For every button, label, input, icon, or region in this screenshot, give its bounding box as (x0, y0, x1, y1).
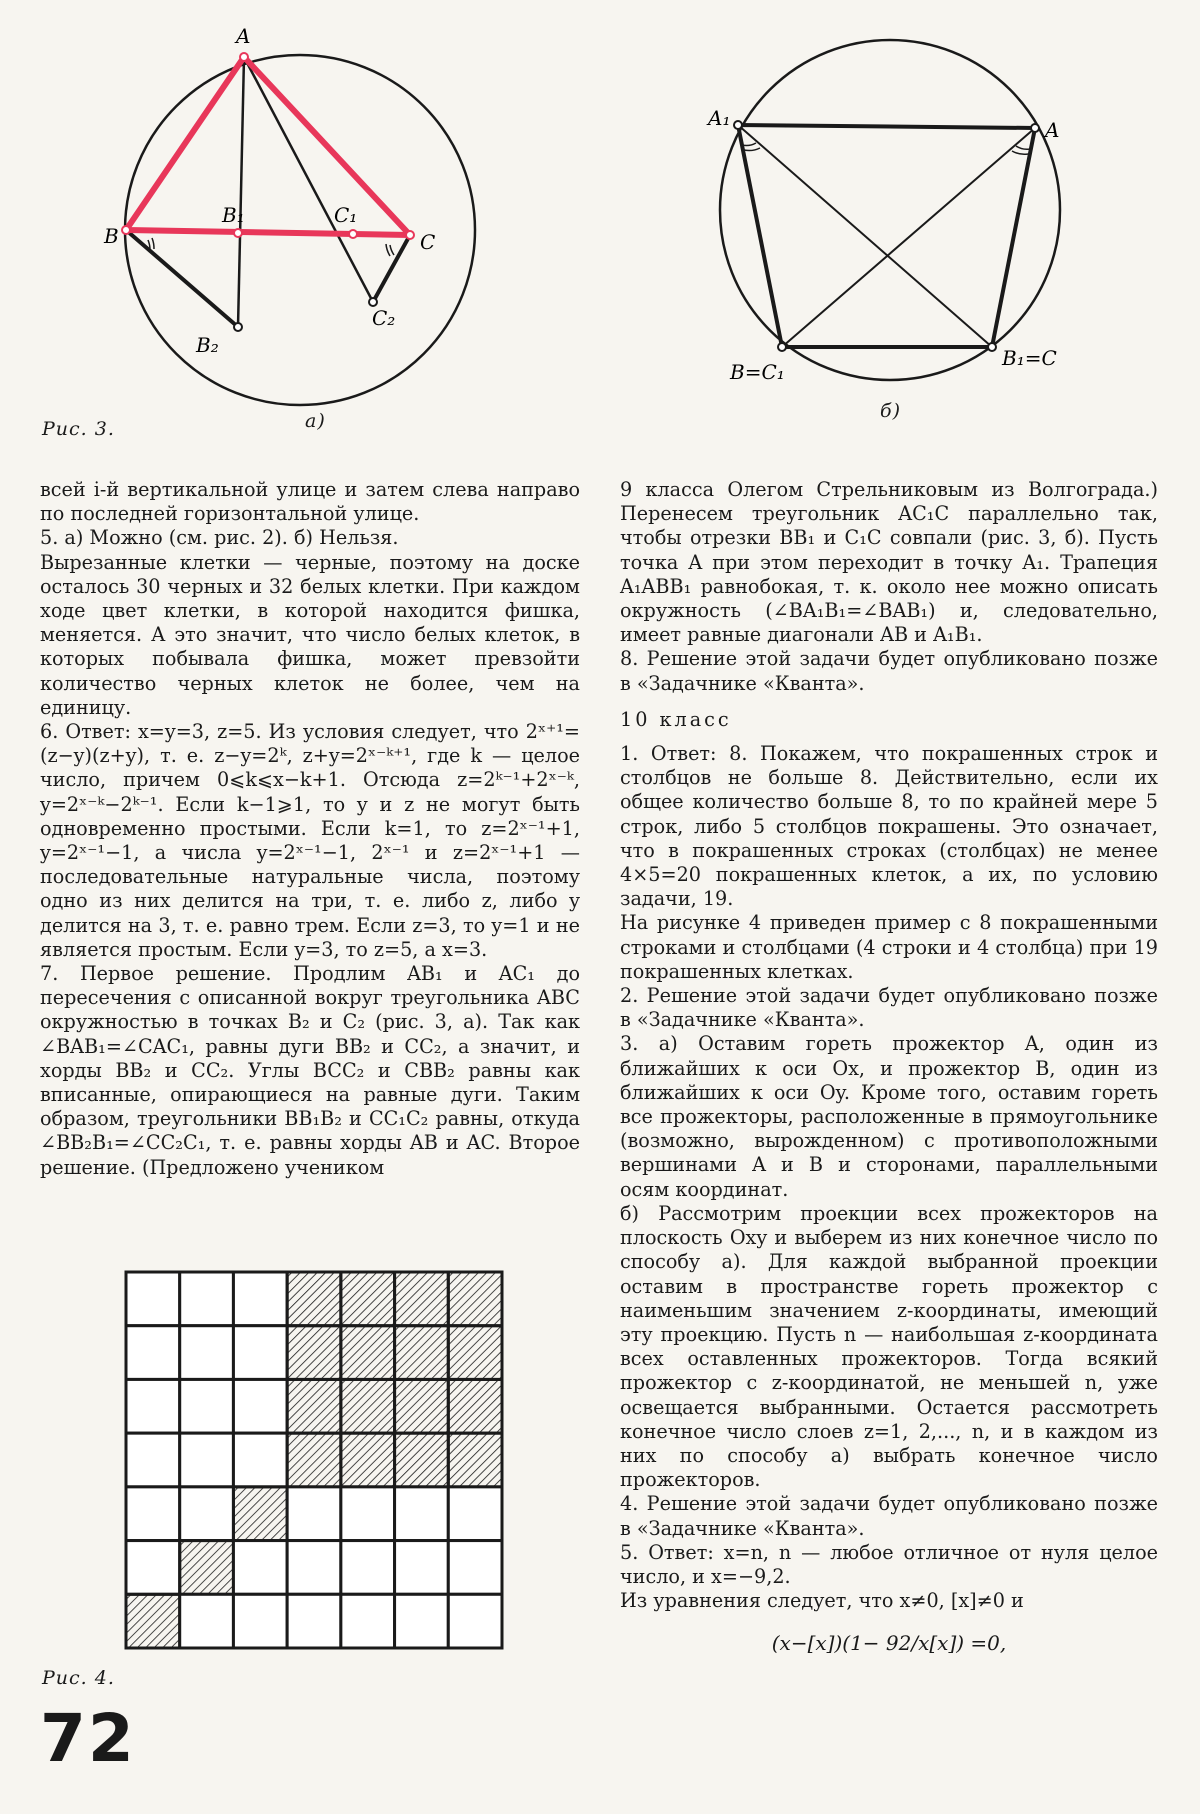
left-para-3: Вырезанные клетки — черные, поэтому на доске осталось 30 черных и 32 белых клетки. При каждом ходе цвет клетки, в которой находится фишка, меняется. А это значит, что число белых клеток, в которых побывала фишка, может превзойти количество черных клеток не более, чем на единицу. (40, 550, 580, 719)
grid-cell-shaded (287, 1379, 341, 1433)
grid-cell (180, 1594, 234, 1648)
label-A1: A₁ (708, 106, 731, 130)
label-C1: C₁ (334, 203, 358, 227)
grid-cell-shaded (341, 1379, 395, 1433)
label-C: C (420, 230, 436, 254)
figure-3a (104, 24, 480, 415)
right-para-6: 3. а) Оставим гореть прожектор A, один из ближайших к оси Ox, и прожектор B, один из ближайших к оси Oy. Кроме того, оставим гореть все прожекторы, расположенные в прямоугольнике (возможно, вырожденном) с противоположными вершинами A и B и сторонами, параллельными осям координат. (620, 1032, 1158, 1201)
grid-cell-shaded (448, 1379, 502, 1433)
grid-cell-shaded (233, 1487, 287, 1541)
grid-cell (180, 1272, 234, 1326)
grid-cell (287, 1487, 341, 1541)
figure-4-grid (124, 1270, 504, 1650)
equation: (x−[x])(1− 92/x[x]) =0, (771, 1631, 1007, 1656)
grid-cell (395, 1594, 449, 1648)
label-A: A (1045, 118, 1060, 142)
grid-cell-shaded (126, 1594, 180, 1648)
grid-cell (287, 1594, 341, 1648)
grid-cell (126, 1379, 180, 1433)
grid-cell-shaded (180, 1541, 234, 1595)
right-para-8: 4. Решение этой задачи будет опубликовано позже в «Задачнике «Кванта». (620, 1492, 1158, 1540)
right-para-7: б) Рассмотрим проекции всех прожекторов на плоскость Oxy и выберем из них конечное число по способу а). Для каждой выбранной проекции оставим в пространстве гореть прожектор с наименьшим значением z-координаты, имеющий эту проекцию. Пусть n — наибольшая z-координата всех оставленных прожекторов. Тогда всякий прожектор с z-координатой, не меньшей n, уже освещается выбранными. Остается рассмотреть конечное число слоев z=1, 2,..., n, и в каждом из них по способу а) выбрать конечное число прожекторов. (620, 1201, 1158, 1492)
grid-cell (180, 1326, 234, 1380)
grid-cell (180, 1487, 234, 1541)
grid-cell-shaded (395, 1326, 449, 1380)
grid-cell (126, 1487, 180, 1541)
grid-cell (448, 1487, 502, 1541)
right-para-10: Из уравнения следует, что x≠0, [x]≠0 и (620, 1589, 1024, 1613)
left-para-1: всей i-й вертикальной улице и затем слева направо по последней горизонтальной улице. (40, 478, 580, 526)
grid-cell-shaded (395, 1433, 449, 1487)
figure-3b-label: б) (880, 400, 902, 422)
grid-cell (233, 1379, 287, 1433)
left-column (40, 478, 580, 1180)
right-column (620, 478, 1158, 1656)
left-para-2: 5. а) Можно (см. рис. 2). б) Нельзя. (40, 526, 399, 550)
label-A: A (236, 24, 251, 48)
right-para-4: На рисунке 4 приведен пример с 8 покрашенными строками и столбцами (4 строки и 4 столбца) при 19 покрашенных клетках. (620, 911, 1158, 983)
figure-3-caption: Рис. 3. (42, 418, 115, 440)
figure-4-caption: Рис. 4. (42, 1667, 115, 1689)
grid-cell (126, 1433, 180, 1487)
grid-cell (233, 1541, 287, 1595)
right-para-2: 8. Решение этой задачи будет опубликовано позже в «Задачнике «Кванта». (620, 647, 1158, 695)
grid-cell-shaded (287, 1272, 341, 1326)
grid-cell-shaded (395, 1379, 449, 1433)
grid-cell (341, 1594, 395, 1648)
label-B2: B₂ (196, 333, 219, 357)
figure-3b (700, 25, 1100, 385)
grid-cell (233, 1272, 287, 1326)
right-para-5: 2. Решение этой задачи будет опубликовано позже в «Задачнике «Кванта». (620, 984, 1158, 1032)
label-C2: C₂ (372, 306, 396, 330)
grid-cell-shaded (287, 1433, 341, 1487)
label-B-C1: B=C₁ (730, 360, 785, 384)
grid-cell (287, 1541, 341, 1595)
grid-cell (448, 1594, 502, 1648)
grid-cell-shaded (395, 1272, 449, 1326)
label-B: B (104, 224, 119, 248)
grid-cell (233, 1326, 287, 1380)
grid-cell (233, 1433, 287, 1487)
grid-cell-shaded (448, 1433, 502, 1487)
grid-cell (448, 1541, 502, 1595)
right-para-9: 5. Ответ: x=n, n — любое отличное от нуля целое число, и x=−9,2. (620, 1540, 1158, 1588)
grid-cell (233, 1594, 287, 1648)
figure-3a-label: а) (305, 410, 326, 432)
label-B1: B₁ (222, 203, 245, 227)
grid-cell (126, 1326, 180, 1380)
grid-cell-shaded (448, 1272, 502, 1326)
grid-cell (341, 1541, 395, 1595)
left-para-4: 6. Ответ: x=y=3, z=5. Из условия следует, что 2ˣ⁺¹=(z−y)(z+y), т. е. z−y=2ᵏ, z+y=2ˣ⁻ᵏ⁺¹, где k — целое число, причем 0⩽k⩽x−k+1. Отсюда z=2ᵏ⁻¹+2ˣ⁻ᵏ, y=2ˣ⁻ᵏ−2ᵏ⁻¹. Если k−1⩾1, то y и z не могут быть одновременно простыми. Если k=1, то z=2ˣ⁻¹+1, y=2ˣ⁻¹−1, а числа y=2ˣ⁻¹−1, 2ˣ⁻¹ и z=2ˣ⁻¹+1 — последовательные натуральные числа, поэтому одно из них делится на три, т. е. либо z, либо y делится на 3, т. е. равно трем. Если z=3, то y=1 и не является простым. Если y=3, то z=5, а x=3. (40, 720, 580, 961)
label-B1-C: B₁=C (1002, 346, 1057, 370)
grid-cell-shaded (341, 1433, 395, 1487)
grid-cell (341, 1487, 395, 1541)
grid-cell-shaded (341, 1326, 395, 1380)
grid-cell (395, 1487, 449, 1541)
right-para-1: 9 класса Олегом Стрельниковым из Волгограда.) Перенесем треугольник AC₁C параллельно так, чтобы отрезки BB₁ и C₁C совпали (рис. 3, б). Пусть точка A при этом переходит в точку A₁. Трапеция A₁ABB₁ равнобокая, т. к. около нее можно описать окружность (∠BA₁B₁=∠BAB₁) и, следовательно, имеет равные диагонали AB и A₁B₁. (620, 478, 1158, 647)
right-para-3: 1. Ответ: 8. Покажем, что покрашенных строк и столбцов не больше 8. Действительно, если их общее количество больше 8, то по крайней мере 5 строк, либо 5 столбцов покрашены. Это означает, что в покрашенных строках (столбцах) не менее 4×5=20 покрашенных клеток, а их, по условию задачи, 19. (620, 742, 1158, 911)
left-para-5: 7. Первое решение. Продлим AB₁ и AC₁ до пересечения с описанной вокруг треугольника ABC окружностью в точках B₂ и C₂ (рис. 3, а). Так как ∠BAB₁=∠CAC₁, равны дуги BB₂ и CC₂, а значит, и хорды BB₂ и CC₂. Углы BCC₂ и CBB₂ равны как вписанные, опирающиеся на равные дуги. Таким образом, треугольники BB₁B₂ и CC₁C₂ равны, откуда ∠BB₂B₁=∠CC₂C₁, т. е. равны хорды AB и AC. Второе решение. (Предложено учеником (40, 962, 580, 1179)
grid-cell (126, 1541, 180, 1595)
grid-cell (180, 1433, 234, 1487)
grid-cell-shaded (341, 1272, 395, 1326)
page-number: 72 (40, 1700, 136, 1777)
grid-cell (180, 1379, 234, 1433)
grid-cell (395, 1541, 449, 1595)
grid-cell-shaded (448, 1326, 502, 1380)
grid-cell-shaded (287, 1326, 341, 1380)
section-heading-10-class: 10 класс (620, 707, 732, 731)
grid-cell (126, 1272, 180, 1326)
